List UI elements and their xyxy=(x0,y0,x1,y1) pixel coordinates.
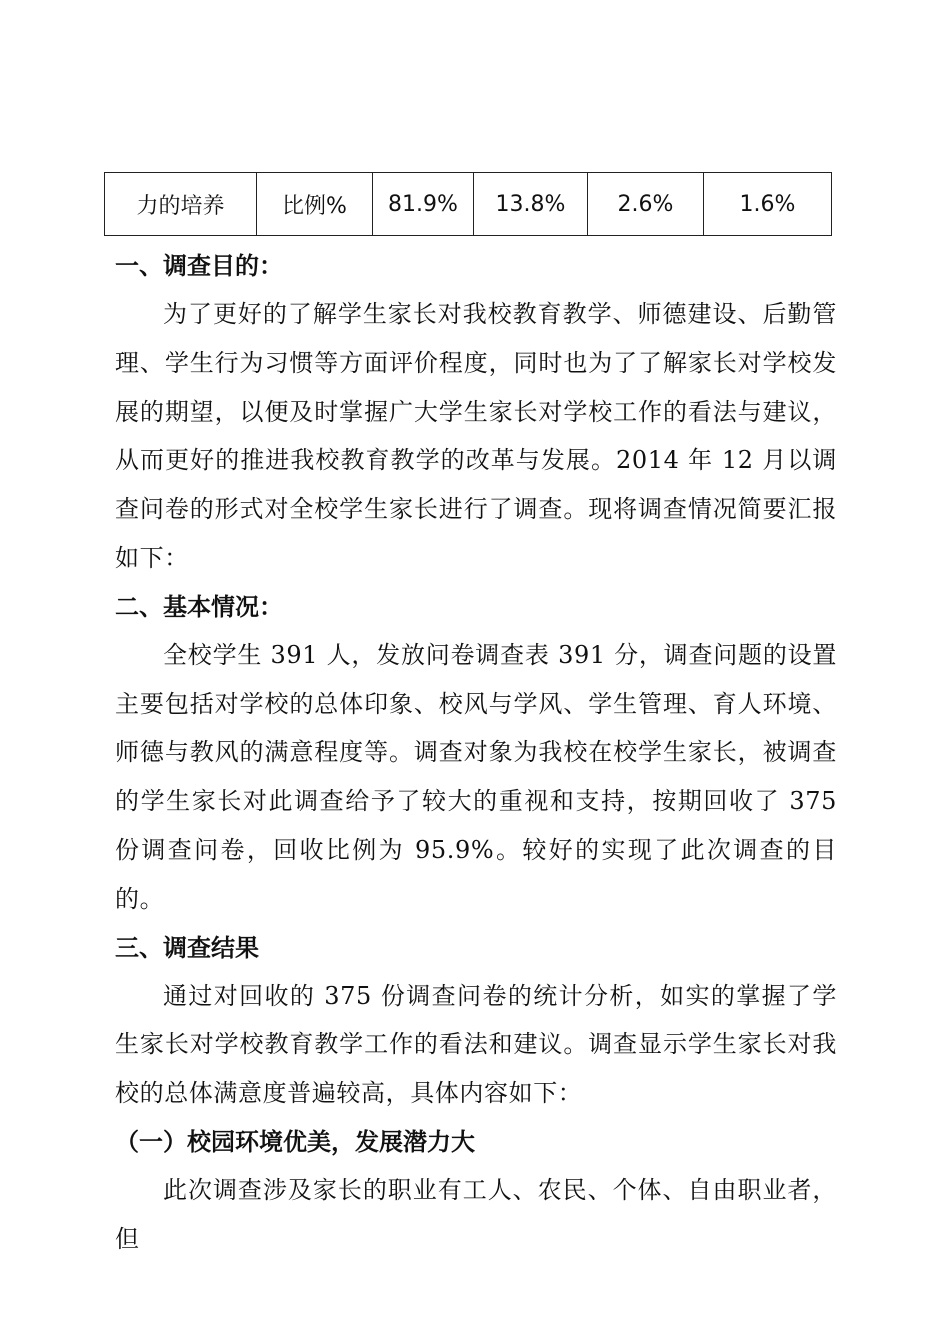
section-heading-results: 三、调查结果 xyxy=(115,933,259,962)
table-cell-metric: 比例% xyxy=(257,173,373,236)
document-body xyxy=(115,242,837,1264)
table-row xyxy=(105,173,832,236)
table-cell-value: 2.6% xyxy=(588,173,704,236)
table-cell-value: 13.8% xyxy=(474,173,588,236)
survey-table xyxy=(104,172,832,236)
subsection-heading-campus: （一）校园环境优美，发展潜力大 xyxy=(115,1127,475,1156)
section-paragraph-basic-info: 全校学生 391 人，发放问卷调查表 391 分，调查问题的设置主要包括对学校的总体印象、校风与学风、学生管理、育人环境、师德与教风的满意程度等。调查对象为我校在校学生家长，被调查的学生家长对此调查给予了较大的重视和支持，按期回收了 375 份调查问卷，回收比例为 95.9%。较好的实现了此次调查的目的。 xyxy=(115,640,837,913)
table-cell-item: 力的培养 xyxy=(105,173,257,236)
section-heading-basic-info: 二、基本情况： xyxy=(115,592,283,621)
subsection-paragraph-campus: 此次调查涉及家长的职业有工人、农民、个体、自由职业者，但 xyxy=(115,1175,837,1253)
section-paragraph-results: 通过对回收的 375 份调查问卷的统计分析，如实的掌握了学生家长对学校教育教学工作的看法和建议。调查显示学生家长对我校的总体满意度普遍较高，具体内容如下： xyxy=(115,981,837,1108)
section-heading-purpose: 一、调查目的： xyxy=(115,252,283,280)
table-cell-value: 1.6% xyxy=(704,173,832,236)
table-cell-value: 81.9% xyxy=(373,173,474,236)
section-paragraph-purpose: 为了更好的了解学生家长对我校教育教学、师德建设、后勤管理、学生行为习惯等方面评价程度，同时也为了了解家长对学校发展的期望，以便及时掌握广大学生家长对学校工作的看法与建议，从而更好的推进我校教育教学的改革与发展。2014 年 12 月以调查问卷的形式对全校学生家长进行了调查。现将调查情况简要汇报如下： xyxy=(115,300,837,572)
